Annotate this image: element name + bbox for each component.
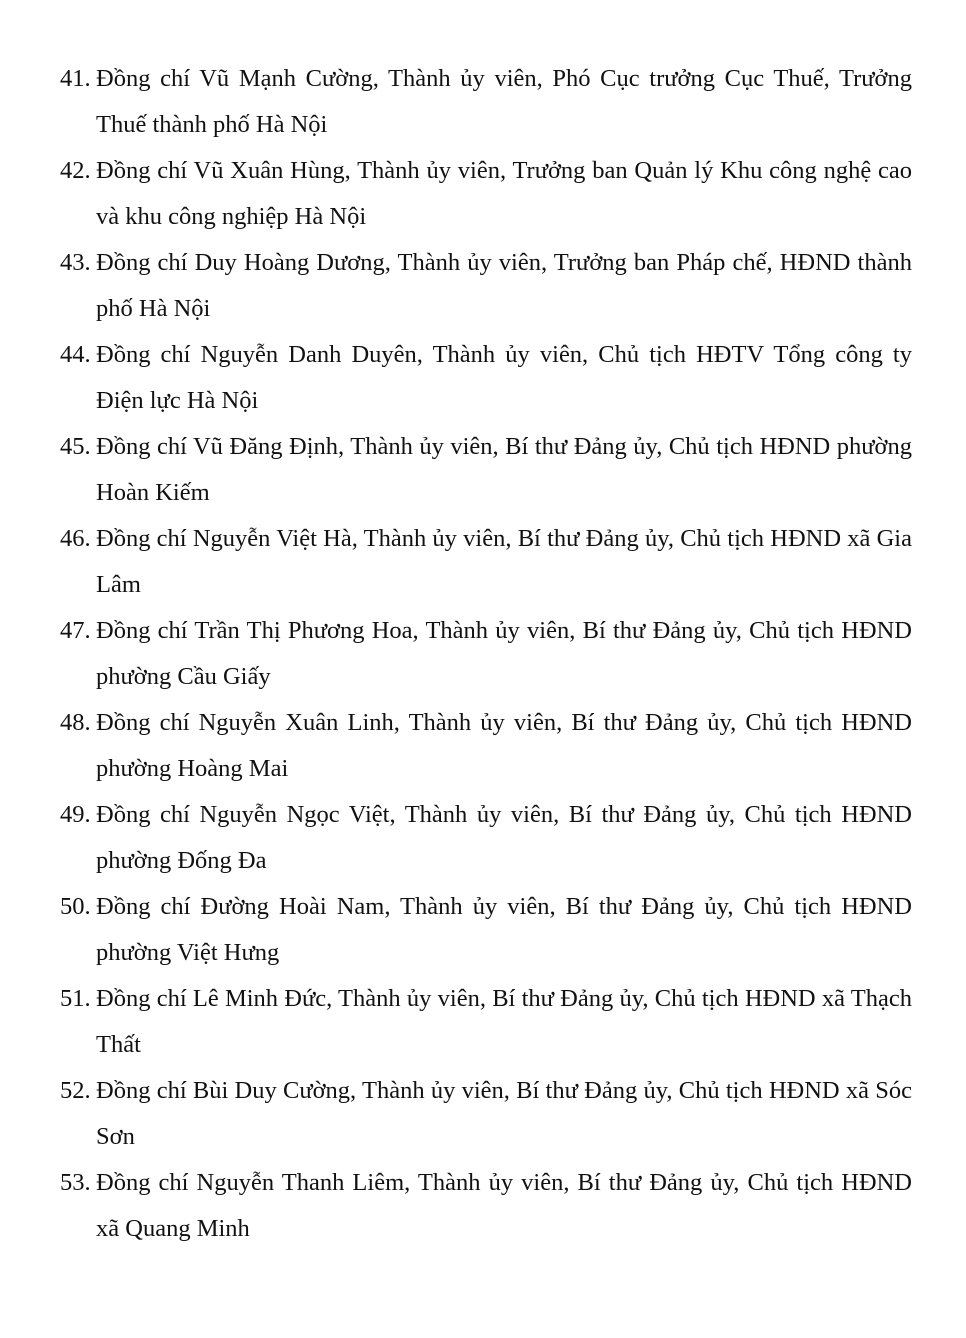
item-text: Đồng chí Vũ Đăng Định, Thành ủy viên, Bí thư Đảng ủy, Chủ tịch HĐND phường Hoàn Kiếm (96, 433, 912, 506)
list-item (60, 1068, 912, 1160)
item-text: Đồng chí Đường Hoài Nam, Thành ủy viên, Bí thư Đảng ủy, Chủ tịch HĐND phường Việt Hưng (96, 893, 912, 966)
list-item (60, 240, 912, 332)
item-number: 52. (60, 1077, 91, 1104)
item-text: Đồng chí Lê Minh Đức, Thành ủy viên, Bí thư Đảng ủy, Chủ tịch HĐND xã Thạch Thất (96, 985, 912, 1058)
item-number: 42. (60, 157, 91, 184)
list-item (60, 1160, 912, 1252)
item-number: 49. (60, 801, 91, 828)
item-number: 44. (60, 341, 91, 368)
item-number: 43. (60, 249, 91, 276)
item-text: Đồng chí Nguyễn Xuân Linh, Thành ủy viên, Bí thư Đảng ủy, Chủ tịch HĐND phường Hoàng Mai (96, 709, 912, 782)
list-item (60, 608, 912, 700)
list-item (60, 148, 912, 240)
item-number: 41. (60, 65, 91, 92)
item-number: 53. (60, 1169, 91, 1196)
list-item (60, 884, 912, 976)
item-number: 50. (60, 893, 91, 920)
list-item (60, 792, 912, 884)
item-number: 47. (60, 617, 91, 644)
item-text: Đồng chí Duy Hoàng Dương, Thành ủy viên, Trưởng ban Pháp chế, HĐND thành phố Hà Nội (96, 249, 912, 322)
list-item (60, 976, 912, 1068)
list-item (60, 424, 912, 516)
list-item (60, 56, 912, 148)
item-text: Đồng chí Vũ Xuân Hùng, Thành ủy viên, Trưởng ban Quản lý Khu công nghệ cao và khu công nghiệp Hà Nội (96, 157, 912, 230)
item-number: 46. (60, 525, 91, 552)
list-item (60, 332, 912, 424)
item-text: Đồng chí Nguyễn Ngọc Việt, Thành ủy viên, Bí thư Đảng ủy, Chủ tịch HĐND phường Đống Đa (96, 801, 912, 874)
item-number: 45. (60, 433, 91, 460)
item-text: Đồng chí Nguyễn Danh Duyên, Thành ủy viên, Chủ tịch HĐTV Tổng công ty Điện lực Hà Nội (96, 341, 912, 414)
item-text: Đồng chí Bùi Duy Cường, Thành ủy viên, Bí thư Đảng ủy, Chủ tịch HĐND xã Sóc Sơn (96, 1077, 912, 1150)
item-text: Đồng chí Nguyễn Thanh Liêm, Thành ủy viên, Bí thư Đảng ủy, Chủ tịch HĐND xã Quang Minh (96, 1169, 912, 1242)
item-number: 51. (60, 985, 91, 1012)
list-item (60, 700, 912, 792)
member-list (60, 56, 912, 1252)
item-text: Đồng chí Trần Thị Phương Hoa, Thành ủy viên, Bí thư Đảng ủy, Chủ tịch HĐND phường Cầu Giấy (96, 617, 912, 690)
item-text: Đồng chí Nguyễn Việt Hà, Thành ủy viên, Bí thư Đảng ủy, Chủ tịch HĐND xã Gia Lâm (96, 525, 912, 598)
item-text: Đồng chí Vũ Mạnh Cường, Thành ủy viên, Phó Cục trưởng Cục Thuế, Trưởng Thuế thành phố Hà Nội (96, 65, 912, 138)
list-item (60, 516, 912, 608)
item-number: 48. (60, 709, 91, 736)
